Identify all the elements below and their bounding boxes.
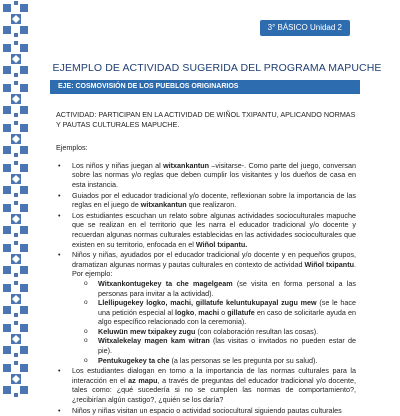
pattern-shape (20, 4, 28, 12)
pattern-shape (14, 81, 18, 85)
pattern-tile (3, 361, 28, 397)
pattern-tile (3, 281, 28, 317)
pattern-tile (3, 121, 28, 157)
pattern-shape (14, 273, 18, 277)
pattern-shape (14, 313, 18, 317)
pattern-shape (20, 284, 28, 292)
sub-list-item: o Llellipugekey logko, machi, gillatufe keluntukupayal zugu mew (se le hace una petición especial al logko, machi o gillatufe en caso de solicitarle ayuda en algo específico relacionado con la ceremonia). (72, 298, 356, 327)
pattern-shape (3, 146, 11, 154)
mapuche-pattern-graphic (0, 0, 35, 400)
pattern-shape (20, 324, 28, 332)
pattern-shape (20, 346, 28, 354)
pattern-shape (3, 226, 11, 234)
sub-list (72, 279, 356, 365)
pattern-tile (3, 161, 28, 197)
examples-list (56, 161, 356, 415)
pattern-shape (3, 4, 11, 12)
unit-badge: 3° BÁSICO Unidad 2 (260, 20, 350, 36)
pattern-shape (3, 84, 11, 92)
pattern-shape (20, 244, 28, 252)
pattern-shape (14, 161, 18, 165)
pattern-shape (3, 346, 11, 354)
pattern-shape (20, 106, 28, 114)
sub-list-item: o Witxankontugekey ta che magelgeam (se visita en forma personal a las personas para invitar a la actividad). (72, 279, 356, 298)
list-item: • Guiados por el educador tradicional y/o docente, reflexionan sobre la importancia de las reglas en el juego de witxankantun que realizaron. (56, 191, 356, 210)
pattern-shape (3, 164, 11, 172)
pattern-shape (20, 364, 28, 372)
pattern-shape (20, 124, 28, 132)
pattern-shape (3, 364, 11, 372)
pattern-shape (14, 33, 18, 37)
pattern-shape (14, 321, 18, 325)
sub-list-item: o Witxalekelay magen kam witran (las visitas o invitados no pueden estar de pie). (72, 336, 356, 355)
pattern-tile (3, 321, 28, 357)
pattern-shape (3, 266, 11, 274)
pattern-shape (14, 1, 18, 5)
pattern-shape (14, 193, 18, 197)
pattern-shape (3, 284, 11, 292)
pattern-shape (14, 41, 18, 45)
pattern-shape (14, 113, 18, 117)
pattern-shape (3, 244, 11, 252)
pattern-shape (3, 204, 11, 212)
pattern-shape (20, 204, 28, 212)
sub-list-item: o Pentukugekey ta che (a las personas se les pregunta por su salud). (72, 356, 356, 366)
list-item: • Niños y niñas visitan un espacio o actividad sociocultural siguiendo pautas culturales (56, 406, 356, 416)
pattern-tile (3, 1, 28, 37)
list-item: • Los niños y niñas juegan al witxankantun –visitarse-. Como parte del juego, conversan sobre las normas y/o reglas que deben cumplir los visitantes y los dueños de casa en esta instancia. (56, 161, 356, 190)
sub-list-item: o Keluwün mew txipakey zugu (con colaboración resultan las cosas). (72, 327, 356, 337)
pattern-shape (3, 66, 11, 74)
pattern-shape (20, 164, 28, 172)
pattern-shape (14, 281, 18, 285)
pattern-shape (20, 386, 28, 394)
pattern-shape (14, 121, 18, 125)
document-body (56, 110, 356, 416)
pattern-shape (20, 44, 28, 52)
pattern-shape (14, 361, 18, 365)
pattern-shape (20, 306, 28, 314)
list-item: • Los estudiantes dialogan en torno a la importancia de las normas culturales para la interacción en el az mapu, a través de preguntas del educador tradicional y/o docente, tales como: ¿qué sucedería si no se cumplen las normas de comportamiento?, ¿recibirían algún castigo?, ¿quién se los daría? (56, 366, 356, 404)
pattern-shape (20, 66, 28, 74)
pattern-shape (14, 353, 18, 357)
pattern-tile (3, 41, 28, 77)
decorative-pattern-border (0, 0, 35, 400)
pattern-shape (20, 266, 28, 274)
activity-statement: ACTIVIDAD: PARTICIPAN EN LA ACTIVIDAD DE WIÑOL TXIPANTU, APLICANDO NORMAS Y PAUTAS CULTURALES MAPUCHE. (56, 110, 356, 129)
list-item: • Los estudiantes escuchan un relato sobre algunas actividades socioculturales mapuche que se realizan en el territorio que les narra el educador tradicional y/o docente y recuerdan algunas normas culturales establecidas en las actividades socioculturales que existen en su territorio, enfocada en el Wiñol txipantu. (56, 211, 356, 249)
pattern-shape (20, 186, 28, 194)
pattern-shape (14, 233, 18, 237)
pattern-shape (14, 73, 18, 77)
pattern-shape (20, 84, 28, 92)
pattern-shape (20, 226, 28, 234)
pattern-shape (3, 106, 11, 114)
pattern-shape (3, 124, 11, 132)
pattern-shape (3, 26, 11, 34)
pattern-tile (3, 81, 28, 117)
pattern-shape (3, 386, 11, 394)
pattern-shape (3, 324, 11, 332)
pattern-shape (20, 26, 28, 34)
pattern-shape (14, 393, 18, 397)
list-item: • Niños y niñas, ayudados por el educador tradicional y/o docente y en pequeños grupos, dramatizan algunas normas y pautas culturales en contexto de actividad Wiñol txipantu. Por ejemplo: o Witxankontugekey ta che magelgeam (se visita en forma personal a las personas para invitar a la actividad). o Llellipugekey logko, machi, gillatufe keluntukupayal zugu mew (se le hace una petición especial al logko, machi o gillatufe en caso de solicitarle ayuda en algo específico relacionado con la ceremonia). o Keluwün mew txipakey zugu (con colaboración resultan las cosas). o Witxalekelay magen kam witran (las visitas o invitados no pueden estar de pie). o Pentukugekey ta che (a las personas se les pregunta por su salud). (56, 250, 356, 365)
examples-label: Ejemplos: (56, 143, 88, 153)
pattern-tile (3, 201, 28, 237)
pattern-shape (3, 186, 11, 194)
page-title: EJEMPLO DE ACTIVIDAD SUGERIDA DEL PROGRAMA MAPUCHE (52, 62, 382, 74)
pattern-shape (14, 201, 18, 205)
pattern-shape (20, 146, 28, 154)
pattern-shape (14, 153, 18, 157)
pattern-shape (14, 241, 18, 245)
pattern-shape (3, 44, 11, 52)
eje-header: EJE: COSMOVISIÓN DE LOS PUEBLOS ORIGINARIOS (50, 80, 360, 94)
pattern-tile (3, 241, 28, 277)
pattern-shape (3, 306, 11, 314)
